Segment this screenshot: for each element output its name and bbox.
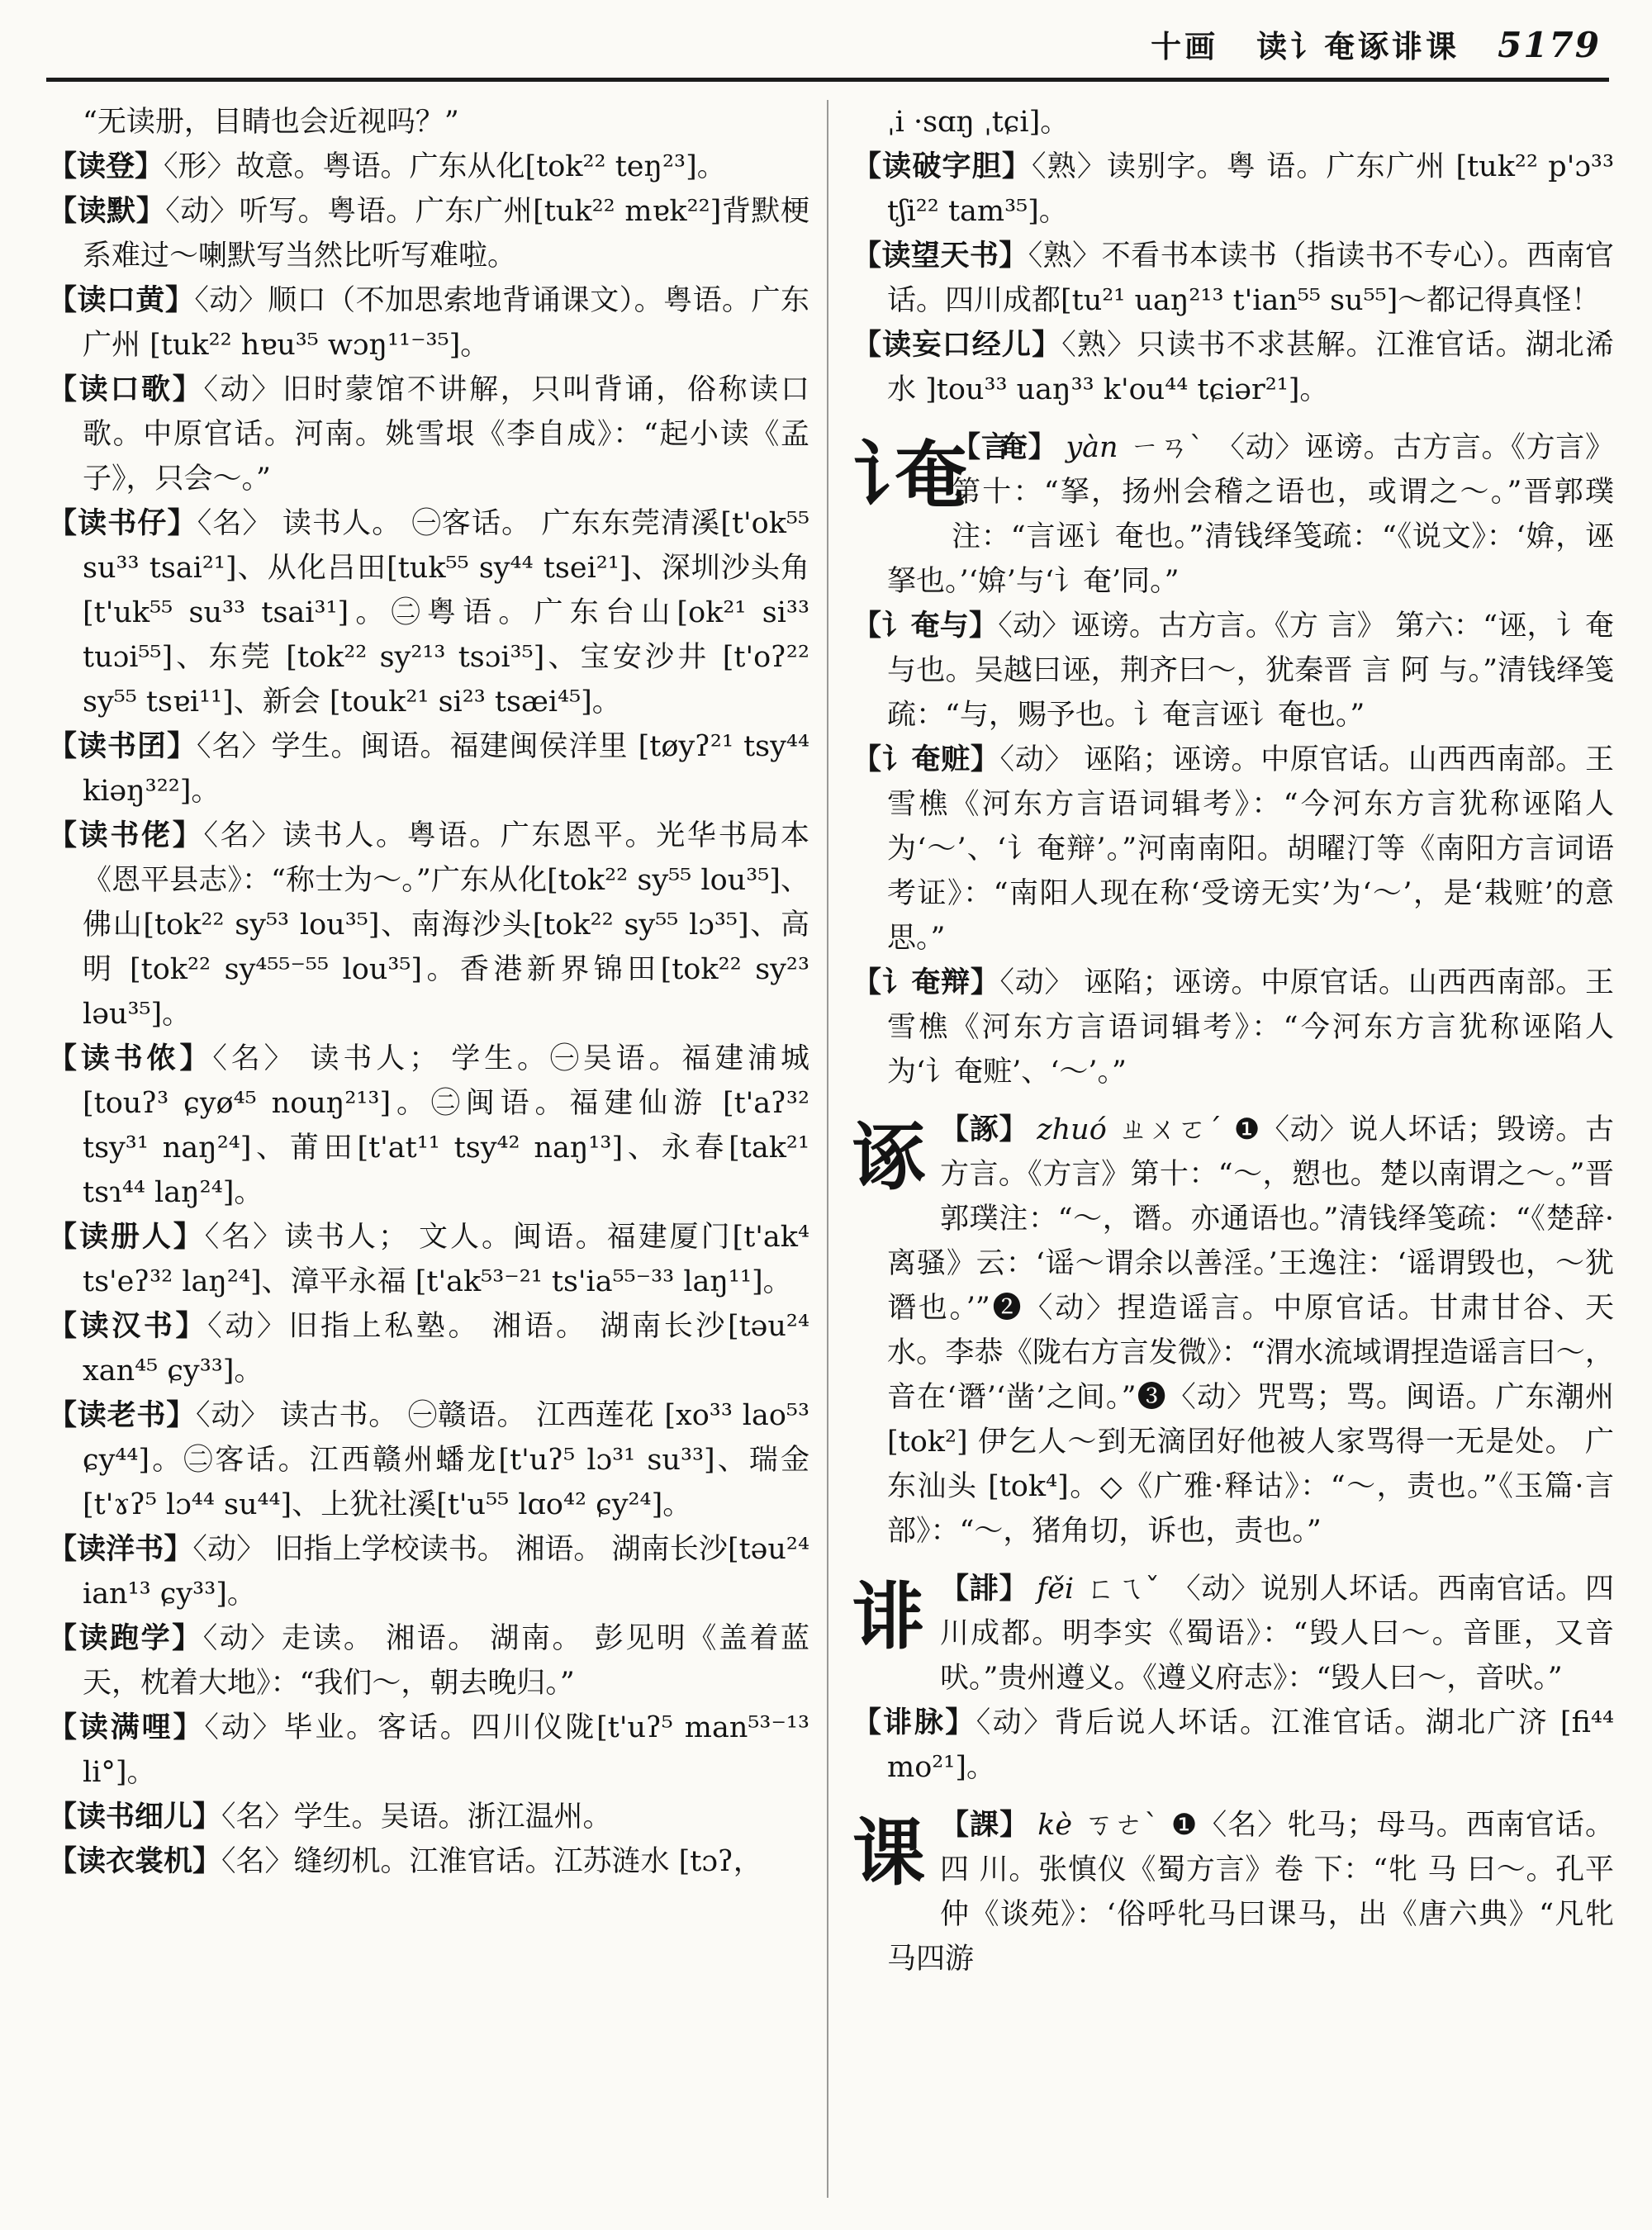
entry-term: 【读书侬】 (48, 1041, 213, 1075)
headword-character: 诼 (852, 1114, 926, 1200)
entry-dulaoshu (48, 1393, 809, 1527)
entry-term: 【读老书】 (48, 1398, 197, 1432)
entry-term: 【读汉书】 (48, 1309, 208, 1343)
entry-body: 〈动〉说别人坏话。西南官话。四川成都。明李实《蜀语》：“毁人曰～。音匪，又音吠。”贵州遵义。《遵义府志》：“毁人曰～，音吠。” (940, 1573, 1614, 1695)
entry-dushuxier (48, 1795, 809, 1839)
entry-body: 〈熟〉只读书不求甚解。江淮官话。湖北浠水 ]tou³³ uaŋ³³ k'ou⁴⁴ tɕiər²¹]。 (887, 329, 1614, 406)
entry-body: 〈名〉缝纫机。江淮官话。江苏涟水 [tɔʔ， (221, 1845, 762, 1878)
char-entry-yan (852, 425, 1614, 604)
entry-body: 〈动〉 旧指上学校读书。 湘语。 湖南长沙[təu²⁴ ian¹³ ɕy³³]。 (83, 1533, 809, 1611)
entry-body: 〈名〉读书人。粤语。广东恩平。光华书局本《恩平县志》：“称士为～。”广东从化[tok²² sy⁵⁵ lou³⁵]、佛山[tok²² sy⁵³ lou³⁵]、南海沙头[tok²² sy⁵⁵ lɔ³⁵]、高明 [tok²² sy⁴⁵⁵⁻⁵⁵ lou³⁵]。香港新界锦田[tok²² sy²³ ləu³⁵]。 (83, 819, 809, 1031)
entry-dukouge (48, 368, 809, 501)
entry-body: 〈动〉 诬陷；诬谤。中原官话。山西西南部。王雪樵《河东方言语词辑考》：“今河东方言犹称诬陷人为‘～’、‘讠奄辩’。”河南南阳。胡曜汀等《南阳方言词语考证》：“南阳人现在称‘受谤无实’为‘～’，是‘栽赃’的意思。” (887, 743, 1614, 955)
entry-term: 【读破字胆】 (852, 149, 1032, 183)
entry-term: 【读登】 (48, 149, 164, 183)
entry-body: 〈熟〉读别字。粤 语。广东广州 [tuk²² p'ɔ³³ tʃi²² tam³⁵]。 (887, 150, 1614, 228)
zhuyin: ㄧㄢˋ (1129, 431, 1204, 464)
pinyin: kè (1037, 1809, 1073, 1842)
page-number: 5179 (1498, 25, 1601, 65)
entry-body: 〈动〉听写。粤语。广东广州[tuk²² mɐk²²]背默梗系难过～喇默写当然比听写难啦。 (83, 195, 809, 273)
char-entry-fei (852, 1567, 1614, 1701)
entry-term: 【读书细儿】 (48, 1800, 222, 1834)
entry-body: 〈动〉走读。 湘语。 湖南。 彭见明《盖着蓝天，枕着大地》：“我们～，朝去晚归。” (83, 1622, 809, 1700)
entry-duyishangji (48, 1839, 809, 1884)
entry-body: 〈动〉背后说人坏话。江淮官话。湖北广济 [fi⁴⁴ mo²¹]。 (887, 1706, 1614, 1784)
entry-term: 【讠奄与】 (852, 609, 999, 643)
entry-duhanshu (48, 1304, 809, 1393)
entry-term: 【读默】 (48, 194, 166, 228)
entry-body: ❶〈名〉牝马；母马。西南官话。四 川。张慎仪《蜀方言》卷 下：“牝 马 曰～。孔平仲《谈苑》：‘俗呼牝马曰课马，出《唐六典》“凡牝马四游 (887, 1809, 1614, 1976)
entry-dushuzai (48, 501, 809, 724)
entry-body: 〈名〉读书人； 文人。闽语。福建厦门[t'ak⁴ ts'eʔ³² laŋ²⁴]、漳平永福 [t'ak⁵³⁻²¹ ts'ia⁵⁵⁻³³ laŋ¹¹]。 (83, 1221, 809, 1298)
entry-body: 〈动〉旧时蒙馆不讲解，只叫背诵，俗称读口歌。中原官话。河南。姚雪垠《李自成》：“起小读《孟子》，只会～。” (83, 373, 809, 496)
zhuyin: ㄓㄨㄛˊ (1118, 1113, 1222, 1146)
entry-term: 【读口歌】 (48, 372, 204, 406)
entry-dukouhuang (48, 278, 809, 368)
entry-feimai (852, 1701, 1614, 1790)
entry-term: 【读书囝】 (48, 729, 197, 763)
entry-term: 【读册人】 (48, 1220, 205, 1254)
entry-dupozidan (852, 145, 1614, 234)
zhuyin: ㄎㄜˋ (1084, 1809, 1160, 1842)
stroke-section-label: 十画 (1151, 28, 1219, 64)
entry-body: 〈动〉 诬陷；诬谤。中原官话。山西西南部。王雪樵《河东方言语词辑考》：“今河东方言犹称诬陷人为‘讠奄赃’、‘～’。” (887, 966, 1614, 1089)
entry-term: 【读洋书】 (48, 1532, 193, 1566)
entry-body: 〈名〉 读书人； 学生。㊀吴语。福建浦城 [touʔ³ ɕyø⁴⁵ nouŋ²¹³]。㊁闽语。福建仙游 [t'aʔ³² tsy³¹ naŋ²⁴]、莆田[t'at¹¹ tsy⁴² naŋ¹³]、永春[tak²¹ tsɿ⁴⁴ laŋ²⁴]。 (83, 1042, 809, 1209)
pinyin: yàn (1066, 431, 1118, 464)
two-column-body (0, 95, 1652, 1981)
traditional-form: 【課】 (940, 1808, 1030, 1842)
pinyin: zhuó (1037, 1113, 1107, 1146)
headword-character: 课 (852, 1810, 926, 1896)
entry-body: 〈动〉毕业。客话。四川仪陇[t'uʔ⁵ man⁵³⁻¹³ li°]。 (83, 1711, 809, 1789)
entry-dudeng (48, 145, 809, 189)
pinyin: fěi (1037, 1573, 1075, 1606)
entry-yanbian (852, 961, 1614, 1094)
entry-body: 〈动〉诬谤。古方言。《方言》第十：“拏，扬州会稽之语也，或谓之～。”晋郭璞注：“言诬讠奄也。”清钱绎笺疏：“《说文》：‘媕，诬拏也。’‘媕’与‘讠奄’同。” (887, 431, 1614, 598)
right-column (852, 100, 1614, 1981)
headword-character: 诽 (852, 1573, 926, 1659)
entry-duwangkoujinger (852, 323, 1614, 412)
page-header (0, 0, 1652, 74)
continuation-line: ˌi ·sɑŋ ˌtɕi]。 (887, 106, 1070, 139)
traditional-form: 【誹】 (940, 1572, 1029, 1606)
entry-term: 【读口黄】 (48, 283, 195, 317)
entry-term: 【读妄口经儿】 (852, 328, 1062, 362)
entry-dumanli (48, 1706, 809, 1795)
headword-character: 讠奄 (852, 432, 938, 518)
entry-term: 【读衣裳机】 (48, 1844, 222, 1878)
entry-body: 〈动〉 读古书。 ㊀赣语。 江西莲花 [xo³³ lao⁵³ ɕy⁴⁴]。㊁客话。江西赣州蟠龙[t'uʔ⁵ lɔ³¹ su³³]、瑞金[t'ɤʔ⁵ lɔ⁴⁴ su⁴⁴]、上犹社溪[t'u⁵⁵ lɑo⁴² ɕy²⁴]。 (83, 1399, 809, 1521)
traditional-form: 【諑】 (940, 1113, 1029, 1146)
column-divider (827, 100, 828, 2198)
entry-term: 【讠奄辩】 (852, 966, 1000, 999)
entry-body: 〈名〉 读书人。 ㊀客话。 广东东莞清溪[t'ok⁵⁵ su³³ tsai²¹]、从化吕田[tuk⁵⁵ sy⁴⁴ tsei²¹]、深圳沙头角 [t'uk⁵⁵ su³³ tsai³¹]。㊁粤语。广东台山[ok²¹ si³³ tuɔi⁵⁵]、东莞 [tok²² sy²¹³ tsɔi³⁵]、宝安沙井 [t'oʔ²² sy⁵⁵ tsɐi¹¹]、新会 [touk²¹ si²³ tsæi⁴⁵]。 (83, 507, 809, 719)
left-column (48, 100, 809, 1981)
entry-body: 〈名〉学生。吴语。浙江温州。 (221, 1801, 612, 1834)
traditional-character: 言奄 (980, 430, 1016, 464)
entry-yanyu (852, 604, 1614, 738)
entry-dumo (48, 189, 809, 278)
entry-term: 【读满哩】 (48, 1710, 205, 1744)
entry-term: 【读望天书】 (852, 239, 1028, 273)
entry-yanzang (852, 738, 1614, 961)
entry-dushujian (48, 724, 809, 814)
entry-body: 〈动〉旧指上私塾。 湘语。 湖南长沙[təu²⁴ xan⁴⁵ ɕy³³]。 (83, 1310, 809, 1388)
entry-dushulao (48, 814, 809, 1037)
entry-body: 〈名〉学生。闽语。福建闽侯洋里 [tøyʔ²¹ tsy⁴⁴ kiəŋ³²²]。 (83, 730, 809, 808)
entry-body: 〈动〉顺口（不加思索地背诵课文）。粤语。广东广州 [tuk²² hɐu³⁵ wɔŋ¹¹⁻³⁵]。 (83, 284, 809, 362)
char-entry-ke (852, 1803, 1614, 1981)
entry-duceren (48, 1215, 809, 1304)
entry-dushunong (48, 1037, 809, 1215)
entry-term: 【讠奄赃】 (852, 743, 1000, 776)
zhuyin: ㄈㄟˇ (1085, 1573, 1161, 1606)
entry-duwangtianshu (852, 234, 1614, 323)
entry-dupaoxue (48, 1616, 809, 1706)
entry-body: 〈熟〉不看书本读书（指读书不专心）。西南官话。四川成都[tu²¹ uaŋ²¹³ t'ian⁵⁵ su⁵⁵]～都记得真怪！ (887, 240, 1614, 317)
entry-body: 〈形〉故意。粤语。广东从化[tok²² teŋ²³]。 (164, 150, 726, 183)
bracket-close: 】 (1028, 430, 1058, 464)
entry-duyangshu (48, 1527, 809, 1616)
header-rule (46, 78, 1609, 82)
entry-body: 〈动〉诬谤。古方言。《方 言》 第六：“诬，讠奄与也。吴越曰诬，荆齐曰～，犹秦晋 言 阿 与。”清钱绎笺疏：“与，赐予也。讠奄言诬讠奄也。” (887, 610, 1614, 732)
entry-term: 【读书仔】 (48, 506, 197, 540)
continuation-line: “无读册，目睛也会近视吗？” (83, 106, 459, 139)
char-entry-zhuo (852, 1108, 1614, 1554)
entry-term: 【读跑学】 (48, 1621, 203, 1655)
headword-range: 读讠奄诼诽课 (1256, 28, 1460, 64)
bracket-open: 【 (952, 430, 981, 464)
traditional-form (952, 430, 1057, 464)
entry-body: ❶〈动〉说人坏话；毁谤。古方言。《方言》第十：“～，愬也。楚以南谓之～。”晋郭璞注：“～，谮。亦通语也。”清钱绎笺疏：“《楚辞·离骚》云：‘谣～谓余以善淫。’王逸注：‘谣谓毁也，～犹谮也。’”❷〈动〉捏造谣言。中原官话。甘肃甘谷、天水。李恭《陇右方言发微》：“渭水流域谓捏造谣言曰～，音在‘谮’‘凿’之间。”❸〈动〉咒骂；骂。闽语。广东潮州 [tok²] 伊乞人～到无滴囝好他被人家骂得一无是处。 广东汕头 [tok⁴]。◇《广雅·释诂》：“～，责也。”《玉篇·言部》：“～，猪角切，诉也，责也。” (887, 1113, 1614, 1548)
entry-term: 【读书佬】 (48, 818, 204, 852)
entry-term: 【诽脉】 (852, 1706, 976, 1739)
